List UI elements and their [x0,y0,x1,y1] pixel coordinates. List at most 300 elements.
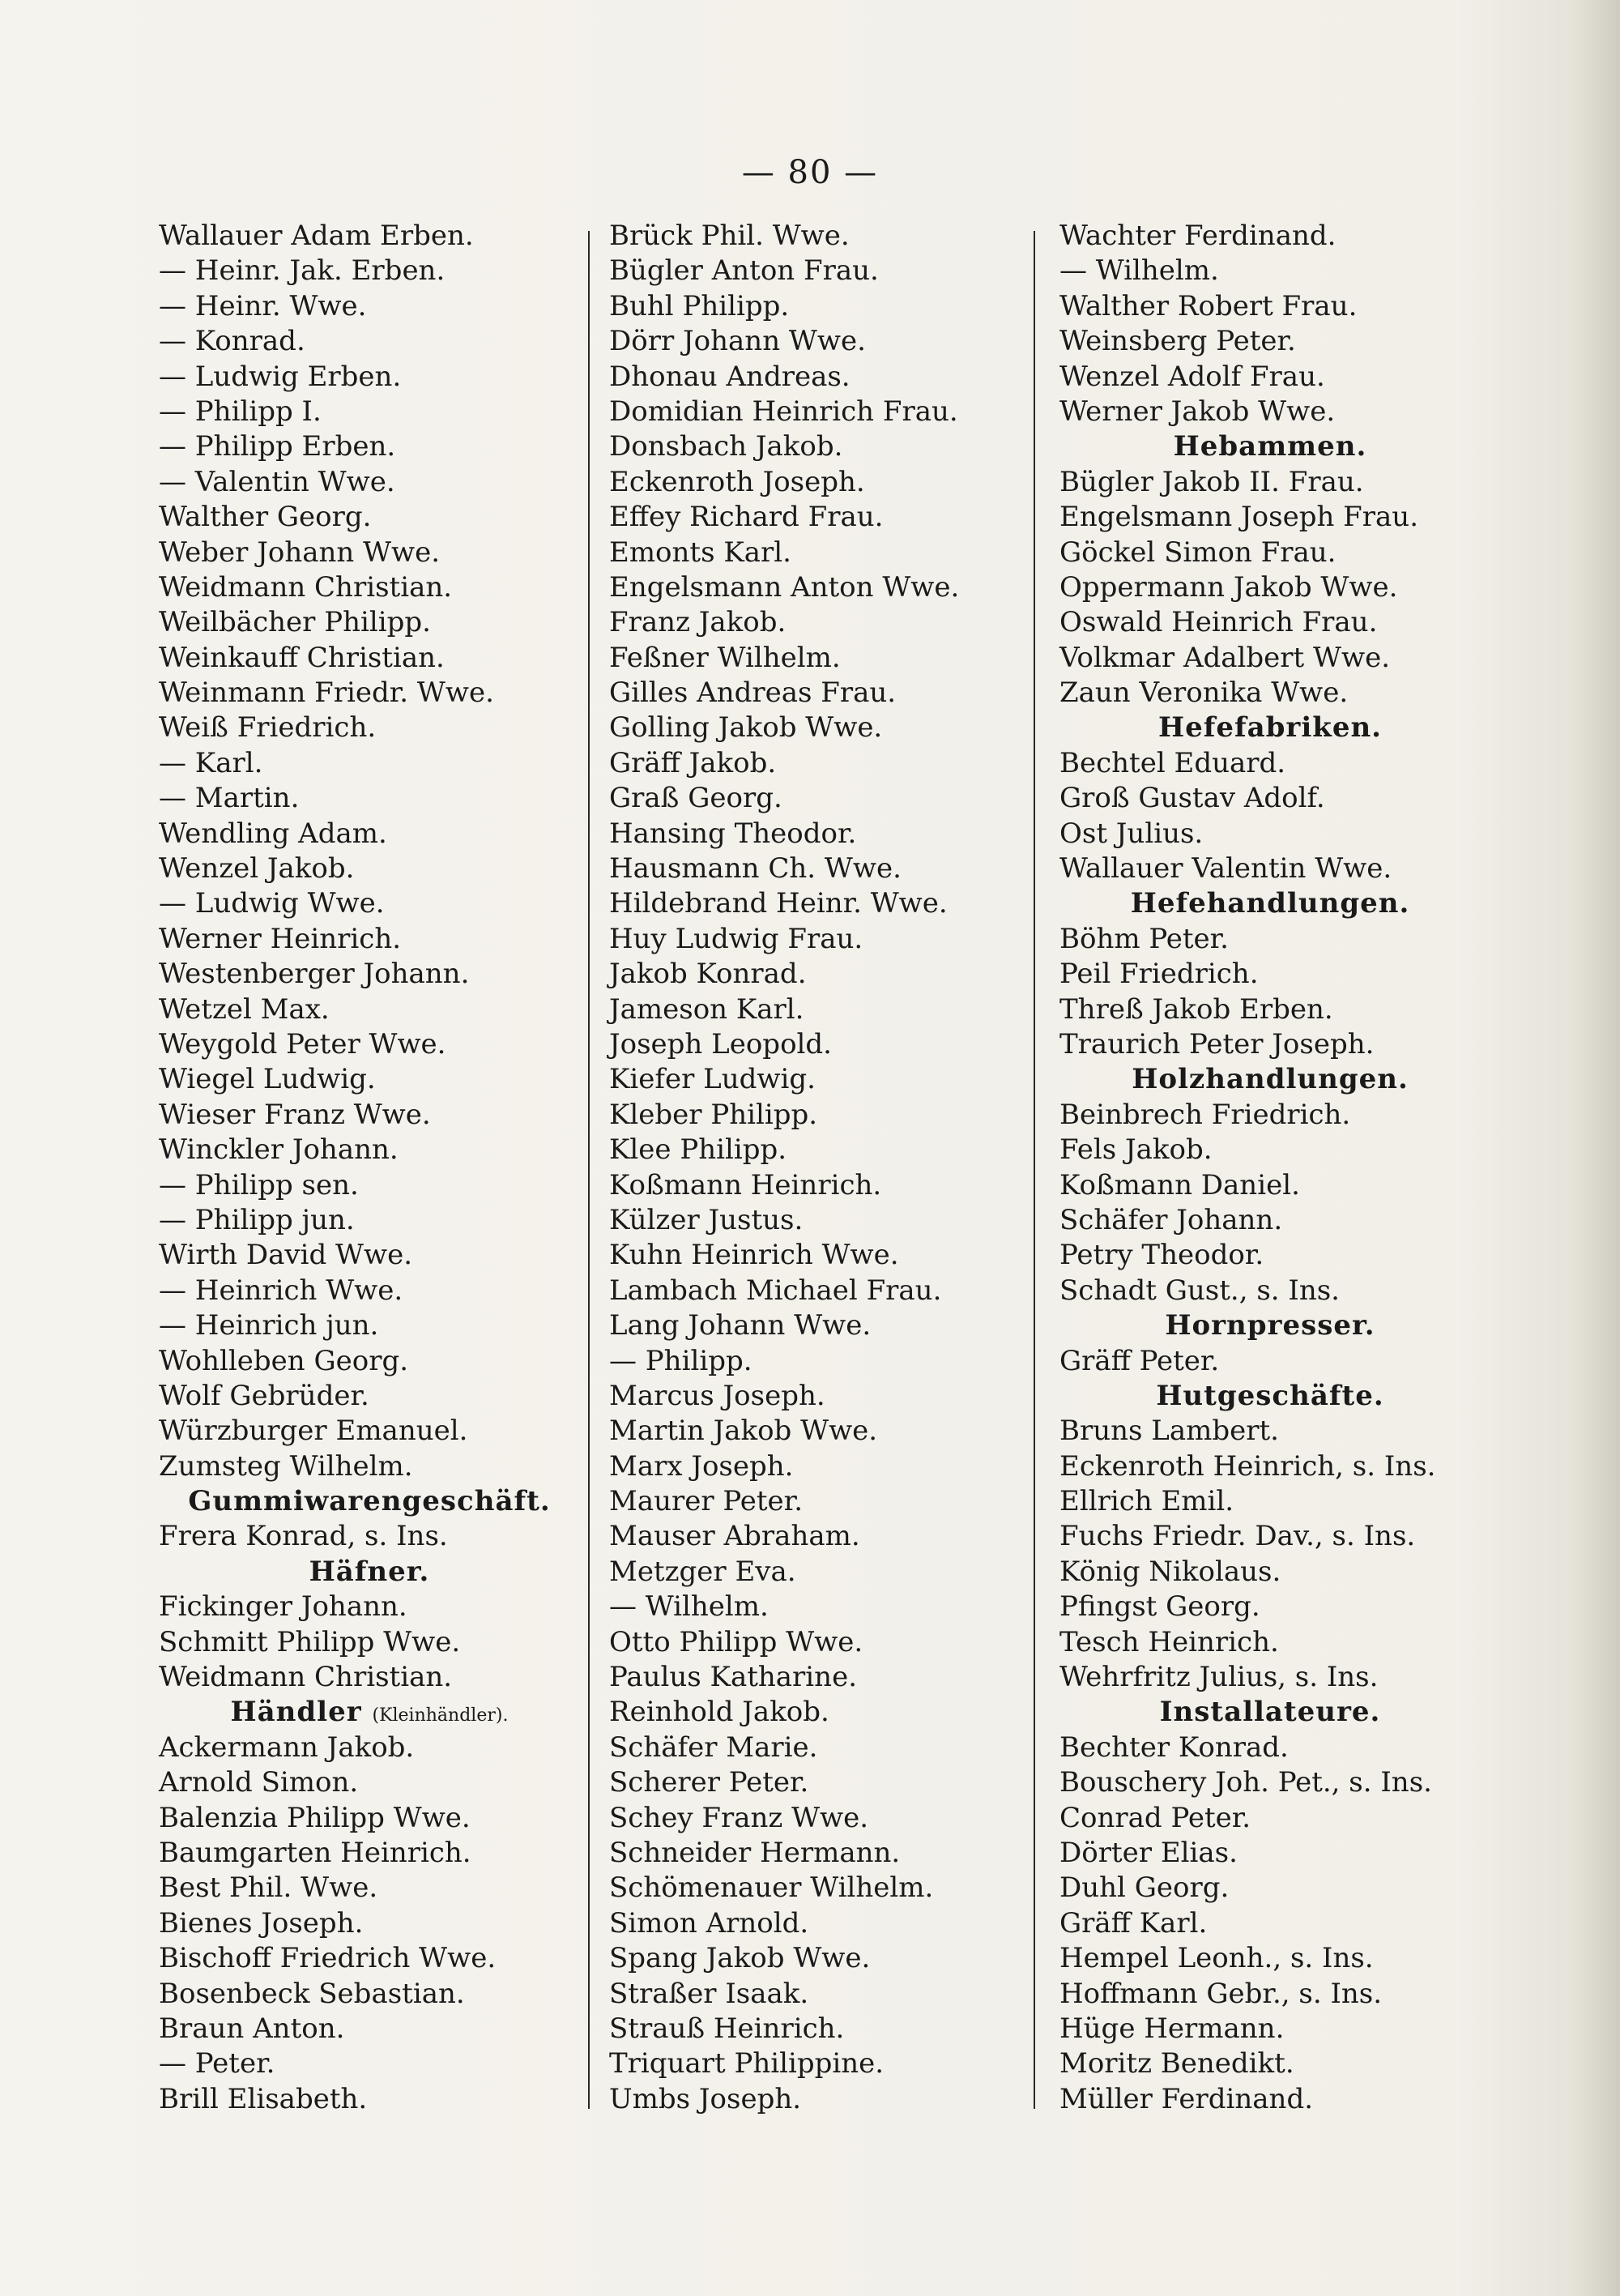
entry-text: Balenzia Philipp Wwe. [159,1801,471,1834]
entry-text: Arnold Simon. [159,1766,359,1799]
entry-text: — Philipp Erben. [159,430,396,463]
entry-text: Bischoff Friedrich Wwe. [159,1942,497,1975]
entry-text: Duhl Georg. [1059,1871,1230,1905]
entry-text: Schadt Gust., s. Ins. [1059,1274,1340,1307]
entry-text: Wendling Adam. [159,817,387,850]
directory-entry [1059,536,1481,570]
entry-text: — Philipp sen. [159,1168,359,1201]
directory-entry [1059,1836,1481,1871]
entry-text: Metzger Eva. [609,1555,796,1588]
heading-text: Häfner. [309,1555,430,1588]
entry-text: Bechtel Eduard. [1059,746,1286,779]
entry-text: — Heinrich jun. [159,1309,379,1342]
entry-text: Wieser Franz Wwe. [159,1098,431,1131]
page-number: — 80 — [741,154,879,191]
entry-text: Weygold Peter Wwe. [159,1027,446,1061]
entry-text: Tesch Heinrich. [1059,1625,1279,1658]
directory-entry [609,1519,1030,1554]
section-heading [1059,886,1481,921]
entry-text: Weinsberg Peter. [1059,325,1296,358]
section-heading [159,1695,580,1730]
entry-text: Marcus Joseph. [609,1379,825,1412]
entry-text: Göckel Simon Frau. [1059,536,1336,569]
directory-entry [1059,1414,1481,1449]
directory-entry [159,2012,580,2046]
entry-text: Groß Gustav Adolf. [1059,782,1325,815]
entry-text: Fuchs Friedr. Dav., s. Ins. [1059,1520,1416,1553]
directory-entry [1059,1906,1481,1941]
entry-text: — Wilhelm. [609,1590,769,1624]
entry-text: Kiefer Ludwig. [609,1063,816,1096]
directory-entry [1059,1449,1481,1484]
entry-text: Moritz Benedikt. [1059,2047,1294,2080]
entry-text: Paulus Katharine. [609,1661,857,1694]
directory-entry [609,957,1030,992]
entry-text: Peil Friedrich. [1059,958,1259,991]
directory-entry [159,817,580,851]
entry-text: Jameson Karl. [609,992,804,1026]
directory-entry [1059,1133,1481,1167]
entry-text: Hansing Theodor. [609,817,857,850]
heading-text: Hutgeschäfte. [1156,1379,1384,1412]
column-2 [609,219,1030,2117]
entry-text: Strauß Heinrich. [609,2012,845,2045]
directory-entry [159,746,580,781]
directory-entry [1059,1590,1481,1624]
directory-entry [159,500,580,535]
directory-entry [159,1801,580,1836]
directory-entry [1059,395,1481,429]
entry-text: Wehrfritz Julius, s. Ins. [1059,1661,1379,1694]
entry-text: Kleber Philipp. [609,1098,818,1131]
directory-entry [159,1379,580,1414]
directory-entry [159,1133,580,1167]
entry-text: Feßner Wilhelm. [609,641,841,674]
entry-text: Werner Jakob Wwe. [1059,395,1336,428]
section-heading [1059,429,1481,464]
section-heading [1059,1062,1481,1097]
directory-entry [609,219,1030,254]
section-heading [159,1484,580,1519]
directory-entry [159,1836,580,1871]
directory-entry [609,1660,1030,1695]
entry-text: Otto Philipp Wwe. [609,1625,863,1658]
entry-text: — Karl. [159,746,263,779]
directory-entry [159,1625,580,1660]
directory-entry [1059,219,1481,254]
directory-entry [609,360,1030,395]
entry-text: Weilbächer Philipp. [159,606,431,639]
directory-entry [1059,2046,1481,2081]
section-heading [1059,1379,1481,1414]
entry-text: Wenzel Adolf Frau. [1059,360,1325,393]
directory-entry [609,1027,1030,1062]
entry-text: Hildebrand Heinr. Wwe. [609,887,948,920]
directory-entry [1059,570,1481,605]
heading-note: (Kleinhändler). [372,1705,509,1726]
entry-text: Weinmann Friedr. Wwe. [159,676,494,710]
entry-text: — Martin. [159,782,300,815]
entry-text: Petry Theodor. [1059,1239,1264,1272]
section-heading [159,1555,580,1590]
entry-text: Gilles Andreas Frau. [609,676,897,710]
entry-text: Oswald Heinrich Frau. [1059,606,1378,639]
entry-text: Müller Ferdinand. [1059,2082,1314,2115]
entry-text: — Philipp I. [159,395,322,428]
heading-text: Händler [230,1696,362,1729]
directory-entry [159,395,580,429]
directory-entry [159,1590,580,1624]
entry-text: Gräff Jakob. [609,746,777,779]
entry-text: Conrad Peter. [1059,1801,1251,1834]
entry-text: Würzburger Emanuel. [159,1415,468,1448]
entry-text: Ellrich Emil. [1059,1485,1234,1518]
directory-entry [609,254,1030,288]
directory-entry [159,360,580,395]
directory-entry [159,922,580,957]
directory-entry [609,781,1030,816]
directory-entry [609,922,1030,957]
entry-text: Schäfer Marie. [609,1731,818,1764]
entry-text: Donsbach Jakob. [609,430,843,463]
directory-entry [1059,324,1481,359]
directory-entry [159,1871,580,1906]
directory-entry [609,1941,1030,1976]
entry-text: Weiß Friedrich. [159,711,377,745]
entry-text: Hempel Leonh., s. Ins. [1059,1942,1374,1975]
directory-entry [159,992,580,1027]
directory-entry [159,2082,580,2117]
entry-text: Effey Richard Frau. [609,501,884,534]
entry-text: Wiegel Ludwig. [159,1063,376,1096]
directory-entry [1059,2012,1481,2046]
entry-text: Böhm Peter. [1059,922,1229,955]
entry-text: Engelsmann Joseph Frau. [1059,501,1418,534]
directory-entry [609,605,1030,640]
directory-entry [159,465,580,500]
directory-entry [609,429,1030,464]
entry-text: Joseph Leopold. [609,1027,832,1061]
directory-entry [609,886,1030,921]
directory-entry [609,1801,1030,1836]
entry-text: Bügler Anton Frau. [609,254,879,288]
entry-text: Weber Johann Wwe. [159,536,441,569]
entry-text: — Philipp jun. [159,1203,355,1236]
directory-entry [1059,2082,1481,2117]
directory-entry [1059,922,1481,957]
entry-text: Umbs Joseph. [609,2082,802,2115]
directory-entry [159,781,580,816]
directory-entry [159,1238,580,1273]
entry-text: Wetzel Max. [159,992,330,1026]
heading-text: Hornpresser. [1165,1309,1375,1342]
directory-entry [609,1836,1030,1871]
entry-text: Scherer Peter. [609,1766,809,1799]
directory-entry [609,2046,1030,2081]
section-heading [1059,1695,1481,1730]
directory-entry [1059,254,1481,288]
directory-entry [609,1731,1030,1765]
directory-entry [1059,1660,1481,1695]
entry-text: Wachter Ferdinand. [1059,220,1336,252]
directory-entry [609,324,1030,359]
entry-text: Wenzel Jakob. [159,852,355,886]
directory-entry [1059,1871,1481,1906]
entry-text: Volkmar Adalbert Wwe. [1059,641,1390,674]
entry-text: Lang Johann Wwe. [609,1309,872,1342]
directory-entry [159,1027,580,1062]
directory-entry [1059,817,1481,851]
entry-text: Triquart Philippine. [609,2047,885,2080]
entry-text: Oppermann Jakob Wwe. [1059,570,1398,604]
entry-text: — Ludwig Erben. [159,360,402,393]
directory-entry [1059,1765,1481,1800]
directory-entry [159,1308,580,1343]
entry-text: Wirth David Wwe. [159,1239,413,1272]
entry-text: Schey Franz Wwe. [609,1801,869,1834]
directory-entry [609,1098,1030,1133]
heading-text: Hefefabriken. [1157,711,1383,745]
entry-text: Bruns Lambert. [1059,1415,1279,1448]
entry-text: Graß Georg. [609,782,782,815]
directory-entry [609,1203,1030,1238]
directory-entry [609,1906,1030,1941]
directory-entry [609,676,1030,711]
directory-entry [1059,641,1481,676]
directory-entry [1059,1168,1481,1203]
entry-text: — Heinrich Wwe. [159,1274,403,1307]
directory-entry [159,1660,580,1695]
directory-entry [609,1308,1030,1343]
entry-text: Schömenauer Wilhelm. [609,1871,934,1905]
entry-text: Westenberger Johann. [159,958,470,991]
directory-entry [1059,1519,1481,1554]
entry-text: Threß Jakob Erben. [1059,992,1333,1026]
entry-text: Wallauer Valentin Wwe. [1059,852,1392,886]
directory-entry [1059,1274,1481,1308]
entry-text: Koßmann Daniel. [1059,1168,1300,1201]
entry-text: Dörr Johann Wwe. [609,325,866,358]
directory-entry [1059,1941,1481,1976]
directory-entry [1059,1344,1481,1379]
directory-entry [609,2082,1030,2117]
section-heading [1059,711,1481,745]
entry-text: Gräff Peter. [1059,1344,1220,1377]
directory-entry [1059,851,1481,886]
entry-text: — Heinr. Wwe. [159,289,367,322]
entry-text: Traurich Peter Joseph. [1059,1027,1375,1061]
entry-text: Simon Arnold. [609,1906,809,1940]
directory-entry [1059,1977,1481,2012]
directory-entry [1059,1484,1481,1519]
directory-entry [609,1449,1030,1484]
directory-entry [159,1414,580,1449]
directory-entry [1059,605,1481,640]
entry-text: Straßer Isaak. [609,1977,809,2010]
directory-entry [159,1344,580,1379]
directory-entry [159,1906,580,1941]
entry-text: Best Phil. Wwe. [159,1871,378,1905]
directory-entry [609,1590,1030,1624]
entry-text: — Ludwig Wwe. [159,887,385,920]
directory-entry [159,1977,580,2012]
directory-entry [159,1203,580,1238]
directory-entry [1059,746,1481,781]
directory-entry [609,1168,1030,1203]
directory-entry [609,1625,1030,1660]
entry-text: Bouschery Joh. Pet., s. Ins. [1059,1766,1432,1799]
directory-entry [159,1168,580,1203]
entry-text: Emonts Karl. [609,536,791,569]
entry-text: Hüge Hermann. [1059,2012,1285,2045]
directory-entry [159,2046,580,2081]
directory-entry [609,1062,1030,1097]
entry-text: Golling Jakob Wwe. [609,711,883,745]
entry-text: Bienes Joseph. [159,1906,364,1940]
directory-entry [159,1765,580,1800]
entry-text: Brill Elisabeth. [159,2082,368,2115]
entry-text: Klee Philipp. [609,1133,787,1167]
entry-text: Spang Jakob Wwe. [609,1942,871,1975]
directory-entry [1059,465,1481,500]
directory-entry [159,219,580,254]
entry-text: Walther Robert Frau. [1059,289,1358,322]
entry-text: Franz Jakob. [609,606,787,639]
directory-entry [609,746,1030,781]
directory-entry [609,1555,1030,1590]
entry-text: Fels Jakob. [1059,1133,1213,1167]
entry-text: Weidmann Christian. [159,1661,453,1694]
directory-entry [159,605,580,640]
directory-entry [1059,360,1481,395]
entry-text: Zaun Veronika Wwe. [1059,676,1349,710]
entry-text: Winckler Johann. [159,1133,399,1167]
entry-text: — Heinr. Jak. Erben. [159,254,446,288]
directory-entry [159,536,580,570]
directory-entry [1059,1555,1481,1590]
entry-text: Frera Konrad, s. Ins. [159,1520,448,1553]
directory-entry [1059,289,1481,324]
entry-text: Bechter Konrad. [1059,1731,1289,1764]
directory-entry [609,817,1030,851]
directory-entry [159,1274,580,1308]
directory-entry [1059,1098,1481,1133]
entry-text: Brück Phil. Wwe. [609,220,850,252]
directory-entry [609,992,1030,1027]
directory-entry [1059,992,1481,1027]
entry-text: Mauser Abraham. [609,1520,860,1553]
directory-entry [1059,1801,1481,1836]
directory-entry [159,851,580,886]
entry-text: Domidian Heinrich Frau. [609,395,958,428]
entry-text: Huy Ludwig Frau. [609,922,863,955]
directory-entry [609,2012,1030,2046]
directory-entry [1059,781,1481,816]
directory-entry [609,395,1030,429]
entry-text: Gräff Karl. [1059,1906,1208,1940]
directory-entry [1059,676,1481,711]
entry-text: Lambach Michael Frau. [609,1274,942,1307]
entry-text: Maurer Peter. [609,1485,803,1518]
entry-text: Külzer Justus. [609,1203,804,1236]
directory-entry [159,429,580,464]
heading-text: Gummiwarengeschäft. [188,1485,551,1518]
entry-text: Dörter Elias. [1059,1836,1238,1869]
entry-text: Eckenroth Heinrich, s. Ins. [1059,1449,1436,1483]
directory-entry [609,1344,1030,1379]
entry-text: Baumgarten Heinrich. [159,1836,471,1869]
directory-entry [159,289,580,324]
directory-entry [609,641,1030,676]
entry-text: Jakob Konrad. [609,958,807,991]
directory-entry [1059,500,1481,535]
directory-entry [1059,957,1481,992]
entry-text: Martin Jakob Wwe. [609,1415,878,1448]
directory-entry [609,851,1030,886]
directory-entry [159,676,580,711]
directory-entry [159,886,580,921]
directory-entry [159,641,580,676]
directory-entry [159,711,580,745]
heading-text: Hefehandlungen. [1130,887,1410,920]
entry-text: Bosenbeck Sebastian. [159,1977,465,2010]
column-divider-2 [1034,231,1035,2109]
directory-entry [159,957,580,992]
heading-text: Installateure. [1159,1696,1381,1729]
entry-text: Beinbrech Friedrich. [1059,1098,1351,1131]
entry-text: Schneider Hermann. [609,1836,901,1869]
directory-entry [609,1238,1030,1273]
entry-text: Buhl Philipp. [609,289,790,322]
directory-entry [159,1062,580,1097]
directory-entry [609,1977,1030,2012]
directory-entry [1059,1731,1481,1765]
entry-text: Wallauer Adam Erben. [159,220,474,252]
directory-entry [609,289,1030,324]
directory-entry [609,1765,1030,1800]
heading-text: Holzhandlungen. [1132,1063,1409,1096]
entry-text: Braun Anton. [159,2012,345,2045]
directory-entry [159,570,580,605]
entry-text: Fickinger Johann. [159,1590,407,1624]
directory-entry [1059,1027,1481,1062]
directory-entry [609,1695,1030,1730]
entry-text: Engelsmann Anton Wwe. [609,570,960,604]
directory-entry [1059,1625,1481,1660]
entry-text: Zumsteg Wilhelm. [159,1449,413,1483]
directory-entry [1059,1203,1481,1238]
directory-entry [609,1871,1030,1906]
section-heading [1059,1308,1481,1343]
directory-entry [159,324,580,359]
directory-entry [609,1484,1030,1519]
entry-text: Weidmann Christian. [159,570,453,604]
heading-text: Hebammen. [1173,430,1367,463]
directory-entry [159,1731,580,1765]
entry-text: Schmitt Philipp Wwe. [159,1625,461,1658]
entry-text: Walther Georg. [159,501,372,534]
entry-text: — Philipp. [609,1344,752,1377]
column-3 [1059,219,1481,2117]
entry-text: Wohlleben Georg. [159,1344,409,1377]
entry-text: Pfingst Georg. [1059,1590,1260,1624]
entry-text: Eckenroth Joseph. [609,465,865,498]
directory-entry [159,1098,580,1133]
directory-entry [609,465,1030,500]
directory-entry [609,570,1030,605]
entry-text: Schäfer Johann. [1059,1203,1283,1236]
entry-text: Bügler Jakob II. Frau. [1059,465,1364,498]
